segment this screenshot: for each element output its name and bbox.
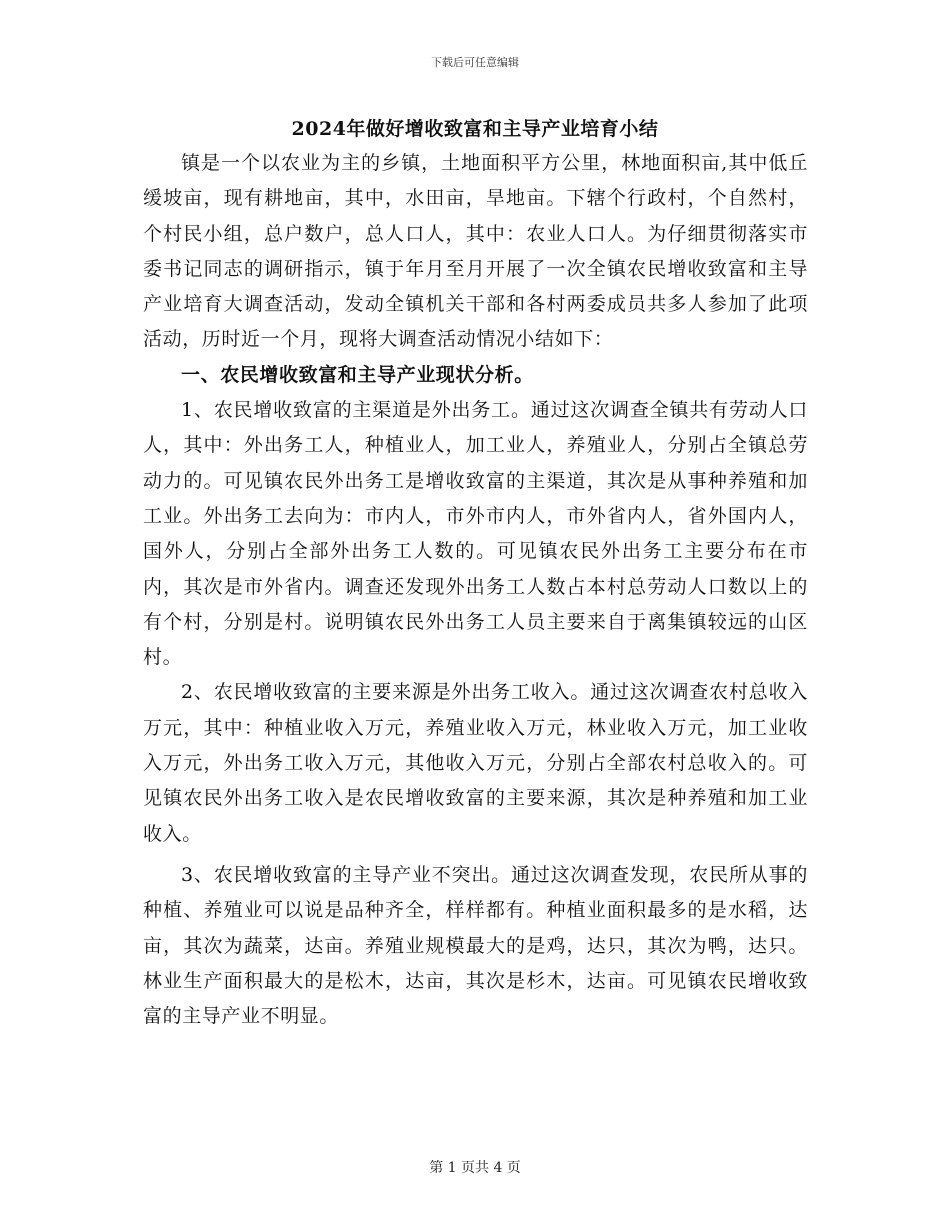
body-paragraph-income: 2、农民增收致富的主要来源是外出务工收入。通过这次调查农村总收入万元，其中：种植业收入万元，养殖业收入万元，林业收入万元，加工业收入万元，外出务工收入万元，其他收入万元，分别占全部农村总收入的。可见镇农民外出务工收入是农民增收致富的主要来源，其次是种养殖和加工业收入。	[143, 681, 808, 845]
document-title: 2024年做好增收致富和主导产业培育小结	[291, 118, 659, 140]
intro-paragraph: 镇是一个以农业为主的乡镇，土地面积平方公里，林地面积亩,其中低丘缓坡亩，现有耕地亩，其中，水田亩，旱地亩。下辖个行政村，个自然村，个村民小组，总户数户，总人口人，其中：农业人口人。为仔细贯彻落实市委书记同志的调研指示，镇于年月至月开展了一次全镇农民增收致富和主导产业培育大调查活动，发动全镇机关干部和各村两委成员共多人参加了此项活动，历时近一个月，现将大调查活动情况小结如下：	[143, 152, 808, 351]
document-body	[143, 146, 808, 1034]
body-paragraph-industry: 3、农民增收致富的主导产业不突出。通过这次调查发现，农民所从事的种植、养殖业可以说是品种齐全，样样都有。种植业面积最多的是水稻，达亩，其次为蔬菜，达亩。养殖业规模最大的是鸡，达只，其次为鸭，达只。林业生产面积最大的是松木，达亩，其次是杉木，达亩。可见镇农民增收致富的主导产业不明显。	[143, 863, 808, 1028]
download-note: 下载后可任意编辑	[431, 56, 519, 69]
page-number: 第 1 页共 4 页	[429, 1160, 521, 1176]
body-paragraph-labor: 1、农民增收致富的主渠道是外出务工。通过这次调查全镇共有劳动人口人，其中：外出务工人，种植业人，加工业人，养殖业人，分别占全镇总劳动力的。可见镇农民外出务工是增收致富的主渠道，其次是从事种养殖和加工业。外出务工去向为：市内人，市外市内人，市外省内人，省外国内人，国外人，分别占全部外出务工人数的。可见镇农民外出务工主要分布在市内，其次是市外省内。调查还发现外出务工人数占本村总劳动人口数以上的有个村，分别是村。说明镇农民外出务工人员主要来自于离集镇较远的山区村。	[143, 399, 808, 669]
section-heading: 一、农民增收致富和主导产业现状分析。	[181, 363, 534, 386]
